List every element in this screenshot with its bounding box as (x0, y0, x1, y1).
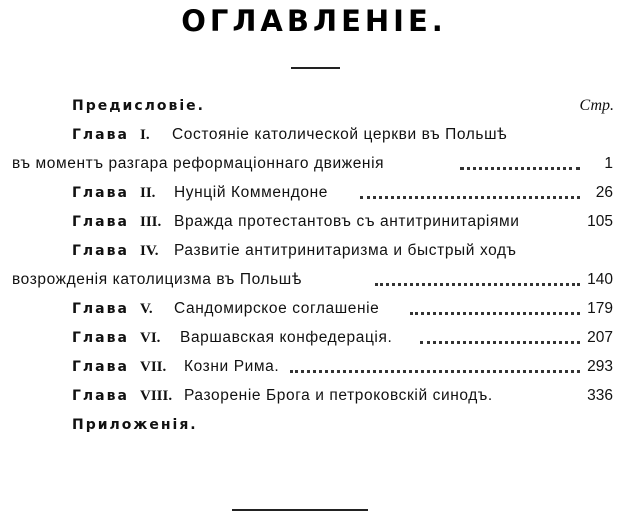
toc-entry-5 (0, 297, 628, 321)
page-number: 105 (587, 213, 613, 230)
toc-entry-2 (0, 181, 628, 205)
chapter-label: Глава (72, 330, 129, 346)
chapter-label: Глава (72, 359, 129, 375)
chapter-title: Козни Рима. (184, 358, 280, 375)
chapter-label: Глава (72, 301, 129, 317)
chapter-number: IV. (140, 243, 159, 259)
chapter-number: VII. (140, 359, 167, 375)
chapter-title: Варшавская конфедерація. (180, 329, 393, 346)
chapter-number: II. (140, 185, 156, 201)
toc-entry-8 (0, 384, 628, 408)
toc-entry-4-line2 (0, 268, 628, 292)
toc-appendix-row (0, 413, 628, 437)
dot-leader (420, 320, 580, 344)
chapter-number: V. (140, 301, 153, 317)
page-number: 179 (587, 300, 613, 317)
toc-entry-1-line1 (0, 123, 628, 147)
chapter-title: Развитіе антитринитаризма и быстрый ходъ (174, 242, 517, 259)
dot-leader (410, 291, 580, 315)
toc-entry-1-line2 (0, 152, 628, 176)
chapter-label: Глава (72, 388, 129, 404)
page-number: 336 (587, 387, 613, 404)
chapter-title: Вражда протестантовъ съ антитринитаріями (174, 213, 520, 230)
appendix-label: Приложенія. (72, 417, 198, 433)
page-number: 26 (595, 184, 613, 201)
chapter-number: VI. (140, 330, 161, 346)
chapter-title: Состояніе католической церкви въ Польшѣ (172, 126, 508, 143)
bottom-divider (232, 509, 368, 511)
dot-leader (460, 146, 580, 170)
page-number: 140 (587, 271, 613, 288)
page-title: ОГЛАВЛЕНІЕ. (181, 4, 447, 38)
chapter-number: VIII. (140, 388, 173, 404)
toc-entry-7 (0, 355, 628, 379)
page-number: 293 (587, 358, 613, 375)
page-abbr: Стр. (579, 97, 614, 114)
chapter-label: Глава (72, 127, 129, 143)
chapter-title-cont: возрожденія католицизма въ Польшѣ (12, 271, 302, 288)
dot-leader (290, 349, 580, 373)
chapter-title: Нунцій Коммендоне (174, 184, 328, 201)
title-divider (291, 67, 340, 69)
chapter-label: Глава (72, 243, 129, 259)
chapter-title: Сандомирское соглашеніе (174, 300, 380, 317)
dot-leader (360, 175, 580, 199)
toc-entry-6 (0, 326, 628, 350)
chapter-label: Глава (72, 185, 129, 201)
chapter-label: Глава (72, 214, 129, 230)
chapter-number: III. (140, 214, 162, 230)
page-number: 207 (587, 329, 613, 346)
chapter-number: I. (140, 127, 150, 143)
toc-entry-4-line1 (0, 239, 628, 263)
toc-entry-3 (0, 210, 628, 234)
toc-header-row (0, 94, 628, 118)
dot-leader (375, 262, 580, 286)
page-number: 1 (604, 155, 613, 172)
preface-label: Предисловіе. (72, 98, 205, 114)
chapter-title-cont: въ моментъ разгара реформаціоннаго движенія (12, 155, 385, 172)
chapter-title: Разореніе Брога и петроковскій синодъ. (184, 387, 493, 404)
